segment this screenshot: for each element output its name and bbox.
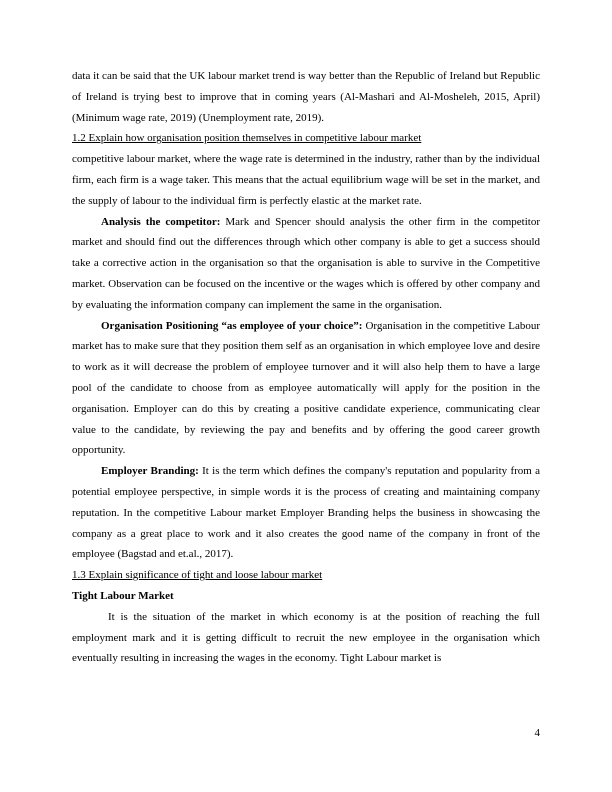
tight-labour-market-heading: Tight Labour Market — [72, 589, 174, 602]
analysis-competitor-label: Analysis the competitor: — [101, 215, 221, 228]
section-heading-1-2: 1.2 Explain how organisation position themselves in competitive labour market — [72, 132, 422, 145]
tight-labour-market-paragraph: It is the situation of the market in which economy is at the position of reaching the full employment mark and it is getting difficult to recruit the new employee in the organisation which eventually resulting in increasing the wages in the economy. Tight Labour market is — [72, 610, 540, 665]
analysis-competitor-text: Mark and Spencer should analysis the other firm in the competitor market and should find out the differences through which other company is able to get a success should take a corrective action in the organisation so that the organisation is able to survive in the Competitive market. Observation can be focused on the incentive or the wages which is offered by other company and by evaluating the information company can implement the same in the organisation. — [72, 215, 540, 311]
section-heading-1-3: 1.3 Explain significance of tight and loose labour market — [72, 569, 323, 582]
organisation-positioning-paragraph — [72, 316, 540, 462]
organisation-positioning-label: Organisation Positioning “as employee of your choice”: — [101, 319, 363, 332]
competitive-market-paragraph: competitive labour market, where the wage rate is determined in the industry, rather than by the individual firm, each firm is a wage taker. This means that the actual equilibrium wage will be set in the market, and the supply of labour to the individual firm is perfectly elastic at the market rate. — [72, 153, 540, 207]
page-body — [72, 66, 540, 669]
employer-branding-label: Employer Branding: — [101, 465, 199, 478]
employer-branding-text: It is the term which defines the company's reputation and popularity from a potential employee perspective, in simple words it is the process of creating and maintaining company reputation. In the competitive Labour market Employer Branding helps the business in showcasing the company as a great place to work and it also creates the good name of the company in front of the employee (Bagstad and et.al., 2017). — [72, 465, 541, 561]
organisation-positioning-text: Organisation in the competitive Labour market has to make sure that they position them self as an organisation in which employee love and desire to work as it will decrease the problem of employee turnover and it will also help them to have a large pool of the candidate to choose from as employee automatically will apply for the position in the organisation. Employer can do this by creating a positive candidate experience, communicating clear value to the candidate, by reviewing the pay and benefits and by offering the good career growth opportunity. — [72, 319, 541, 457]
intro-paragraph: data it can be said that the UK labour market trend is way better than the Republic of Ireland but Republic of Ireland is trying best to improve that in coming years (Al-Mashari and Al-Mosheleh, 2015, April) (Minimum wage rate, 2019) (Unemployment rate, 2019). — [72, 70, 540, 124]
page-number: 4 — [534, 727, 540, 739]
employer-branding-paragraph — [72, 461, 540, 565]
analysis-competitor-paragraph — [72, 212, 540, 316]
